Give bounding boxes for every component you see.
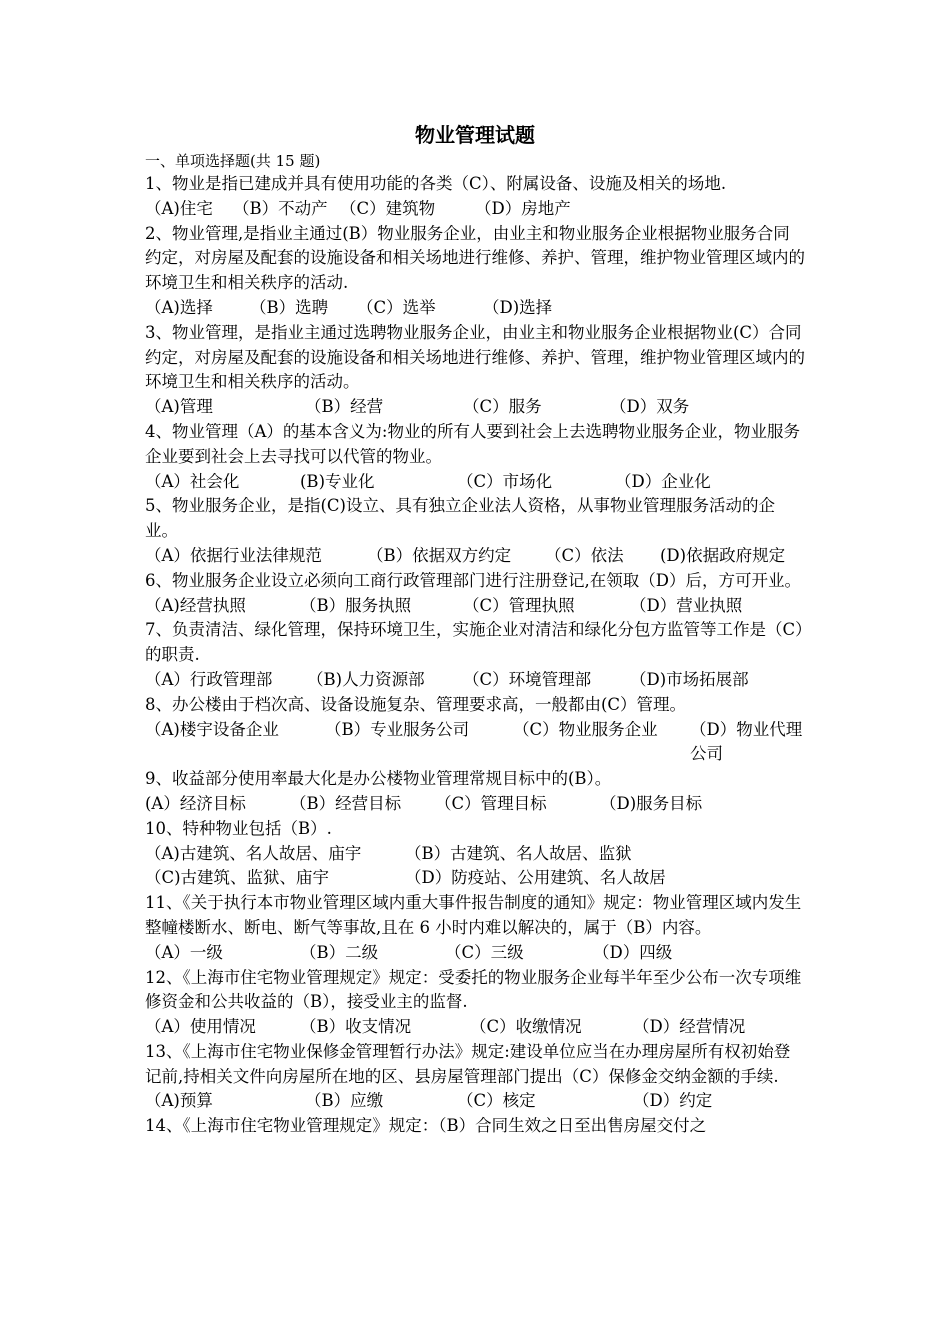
question-8-text: 8、办公楼由于档次高、设备设施复杂、管理要求高，一般都由(C）管理。	[145, 694, 687, 714]
question-4-text: 4、物业管理（A）的基本含义为:物业的所有人要到社会上去选聘物业服务企业，物业服务企业要到社会上去寻找可以代管的物业。	[145, 421, 800, 466]
option-c: （C）环境管理部	[463, 669, 592, 689]
option-a: （A)古建筑、名人故居、庙宇	[145, 843, 362, 863]
option-c: （C）依法	[545, 545, 624, 565]
option-a: （A）使用情况	[145, 1017, 256, 1037]
question-9-text: 9、收益部分使用率最大化是办公楼物业管理常规目标中的(B）。	[145, 769, 612, 789]
option-d: （D）经营情况	[633, 1017, 746, 1037]
option-d: （D）物业代理公司	[690, 719, 803, 764]
option-d: （D)市场拓展部	[630, 669, 749, 689]
option-d: (D)依据政府规定	[660, 545, 786, 565]
option-b: （B）专业服务公司	[325, 719, 470, 739]
question-4-options	[145, 470, 805, 495]
question-1-options	[145, 197, 805, 222]
option-a: （A）社会化	[145, 471, 240, 491]
option-d: （D）双务	[610, 397, 690, 417]
option-b: （B）不动产	[233, 198, 328, 218]
option-b: （B）依据双方约定	[367, 545, 512, 565]
option-d: （D）约定	[633, 1091, 713, 1111]
question-12-text: 12、《上海市住宅物业管理规定》规定：受委托的物业服务企业每半年至少公布一次专项维修资金和公共收益的（B），接受业主的监督.	[145, 967, 802, 1012]
option-b: （B）二级	[300, 942, 379, 962]
question-5-text: 5、物业服务企业，是指(C)设立、具有独立企业法人资格，从事物业管理服务活动的企业。	[145, 496, 775, 541]
question-13-text: 13、《上海市住宅物业保修金管理暂行办法》规定:建设单位应当在办理房屋所有权初始登记前,持相关文件向房屋所在地的区、县房屋管理部门提出（C）保修金交纳金额的手续.	[145, 1041, 791, 1086]
option-a: （A)预算	[145, 1091, 213, 1111]
question-1-text: 1、物业是指已建成并具有使用功能的各类（C）、附属设备、设施及相关的场地.	[145, 174, 727, 193]
question-12-options	[145, 1015, 805, 1040]
option-b: （B）经营	[305, 397, 384, 417]
question-11-text: 11、《关于执行本市物业管理区域内重大事件报告制度的通知》规定：物业管理区域内发生整幢楼断水、断电、断气等事故,且在 6 小时内难以解决的，属于（B）内容。	[145, 893, 802, 937]
option-c: （C)古建筑、监狱、庙宇	[145, 868, 330, 888]
section-heading: 一、单项选择题(共 15 题)	[145, 152, 321, 170]
option-d: （D）企业化	[615, 471, 711, 491]
question-2-options	[145, 296, 805, 321]
option-b: （B）应缴	[305, 1091, 384, 1111]
option-c: （C）服务	[463, 397, 542, 417]
option-a: （A)经营执照	[145, 595, 246, 615]
option-a: （A）行政管理部	[145, 669, 273, 689]
option-c: （C）市场化	[457, 471, 553, 491]
question-9-options	[145, 792, 805, 817]
option-a: （A)选择	[145, 297, 213, 317]
option-d: （D）四级	[593, 942, 673, 962]
option-d: （D)选择	[483, 297, 553, 317]
option-c: （C）管理执照	[463, 595, 575, 615]
question-3-options	[145, 395, 805, 420]
option-d: （D）防疫站、公用建筑、名人故居	[405, 868, 666, 888]
option-b: (B)专业化	[300, 471, 375, 491]
question-14-text: 14、《上海市住宅物业管理规定》规定：（B）合同生效之日至出售房屋交付之	[145, 1116, 707, 1136]
option-a: （A）一级	[145, 942, 223, 962]
option-c: （C）核定	[457, 1091, 536, 1111]
option-c: （C）选举	[357, 297, 436, 317]
option-d: （D)服务目标	[600, 793, 703, 813]
question-10-text: 10、特种物业包括（B）.	[145, 818, 332, 838]
option-a: （A）依据行业法律规范	[145, 545, 322, 565]
question-7-text: 7、负责清洁、绿化管理，保持环境卫生，实施企业对清洁和绿化分包方监管等工作是（C）的职责.	[145, 620, 804, 665]
option-a: （A)楼宇设备企业	[145, 719, 279, 739]
question-list	[145, 150, 805, 1139]
option-c: （C）物业服务企业	[513, 719, 658, 739]
option-b: （B）服务执照	[300, 595, 412, 615]
document-title: 物业管理试题	[415, 123, 535, 147]
option-b: （B）收支情况	[300, 1017, 412, 1037]
question-2-text: 2、物业管理,是指业主通过(B）物业服务企业，由业主和物业服务企业根据物业服务合同约定，对房屋及配套的设施设备和相关场地进行维修、养护、管理，维护物业管理区域内的环境卫生和相关秩序的活动.	[145, 223, 805, 293]
option-a: (A）经济目标	[145, 793, 246, 813]
option-c: （C）建筑物	[340, 198, 436, 218]
option-b: （B）选聘	[250, 297, 329, 317]
option-c: （C）三级	[445, 942, 524, 962]
option-b: （B）古建筑、名人故居、监狱	[405, 843, 632, 863]
question-5-options	[145, 544, 805, 569]
question-6-text: 6、物业服务企业设立必须向工商行政管理部门进行注册登记,在领取（D）后，方可开业。	[145, 570, 801, 590]
option-b: （B）经营目标	[290, 793, 402, 813]
option-c: （C）收缴情况	[470, 1017, 582, 1037]
option-a: （A)住宅	[145, 198, 213, 218]
question-11-options	[145, 941, 805, 966]
option-a: （A)管理	[145, 397, 213, 417]
question-7-options	[145, 668, 805, 693]
option-b: （B)人力资源部	[307, 669, 425, 689]
option-c: （C）管理目标	[435, 793, 547, 813]
question-3-text: 3、物业管理，是指业主通过选聘物业服务企业，由业主和物业服务企业根据物业(C）合同约定，对房屋及配套的设施设备和相关场地进行维修、养护、管理，维护物业管理区域内的环境卫生和相关秩序的活动。	[145, 322, 805, 392]
question-13-options	[145, 1089, 805, 1114]
question-6-options	[145, 594, 805, 619]
option-d: （D）营业执照	[630, 595, 743, 615]
option-d: （D）房地产	[475, 198, 571, 218]
question-8-options	[145, 718, 805, 768]
question-10-options	[145, 842, 805, 892]
